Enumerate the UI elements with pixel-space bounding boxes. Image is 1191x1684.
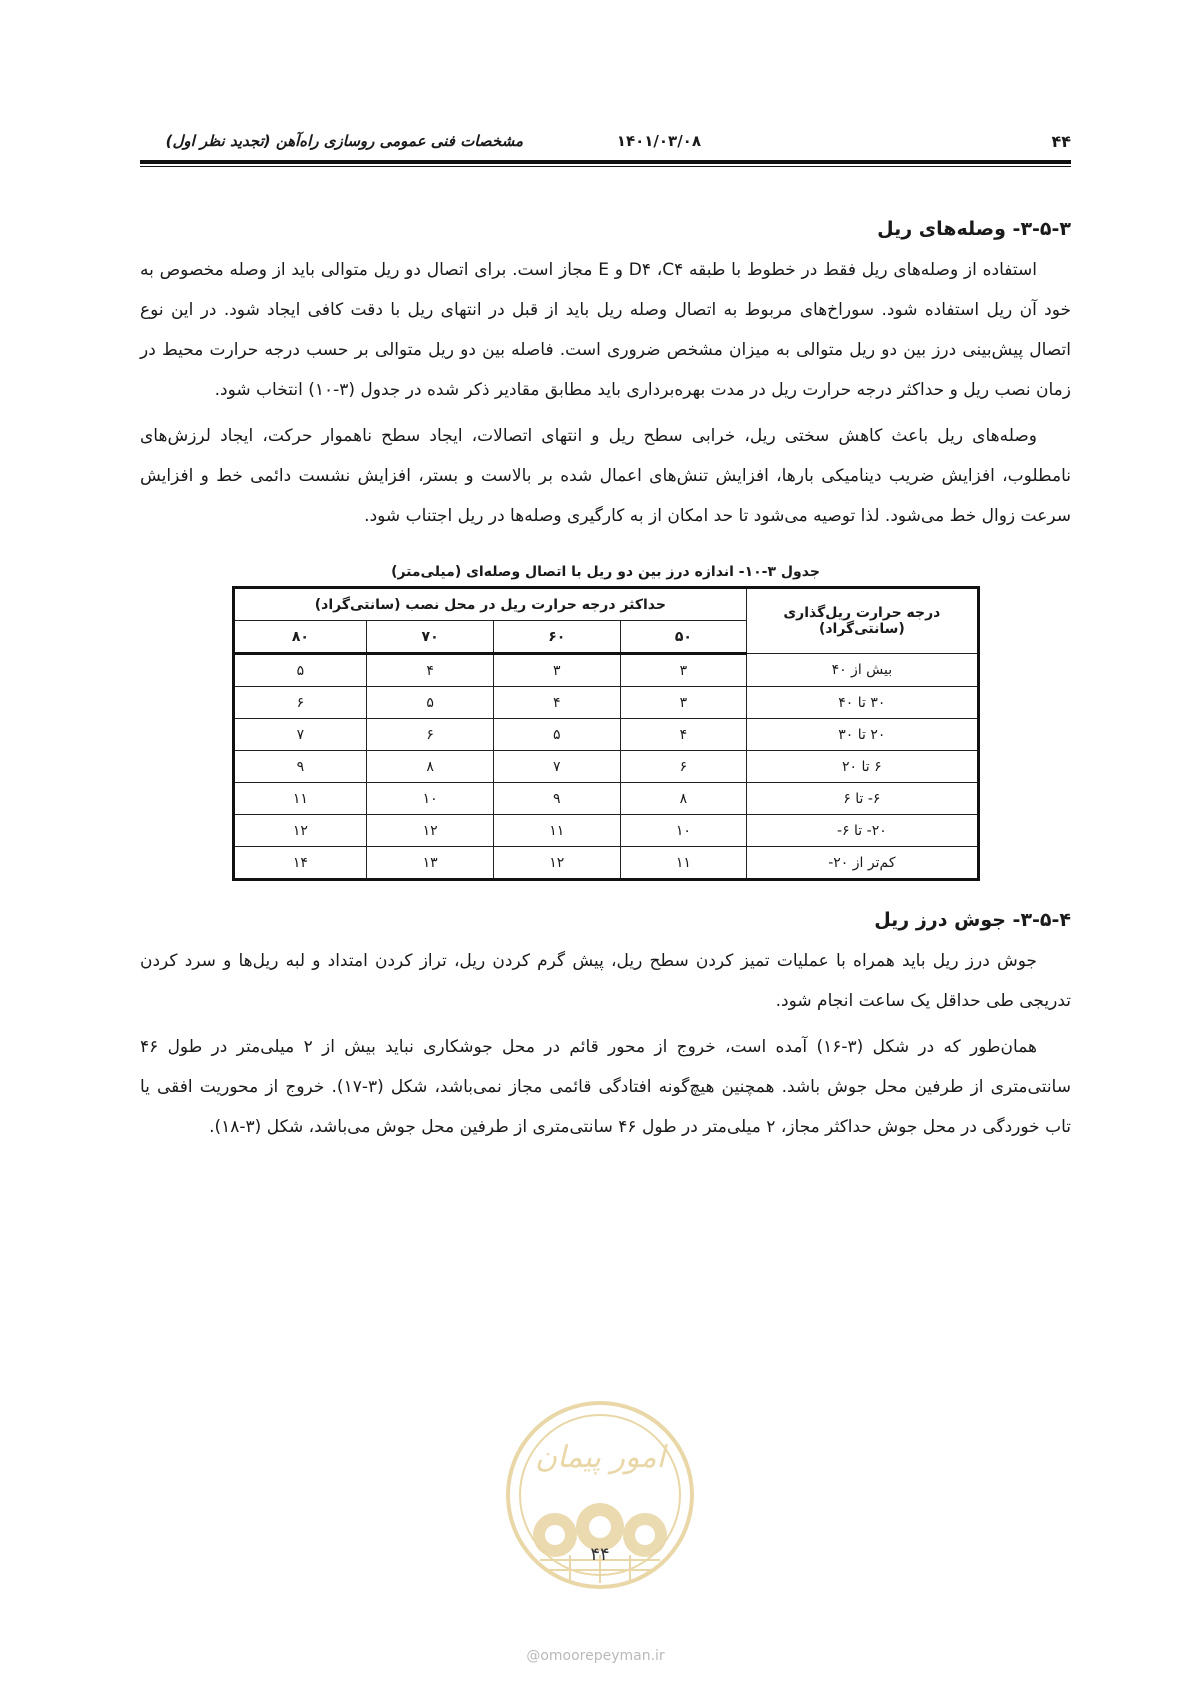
seal-text: امور پیمان	[535, 1440, 665, 1475]
table-cell: ۷	[493, 751, 620, 783]
table-cell: ۹	[233, 751, 367, 783]
table-header-install-temp	[747, 588, 978, 654]
seal-icon	[500, 1395, 700, 1595]
column-header: ۷۰	[367, 621, 494, 654]
table-cell: ۳	[493, 654, 620, 687]
table-cell: ۱۱	[493, 815, 620, 847]
table-cell: ۸	[367, 751, 494, 783]
header-line: درجه حرارت ریل‌گذاری	[783, 605, 941, 621]
paragraph: جوش درز ریل باید همراه با عملیات تمیز کردن سطح ریل، پیش گرم کردن ریل، تراز کردن امتداد و لبه ریل‌ها و سرد کردن تدریجی طی حداقل یک ساعت انجام شود.	[140, 951, 1071, 1011]
table-cell: ۵	[367, 687, 494, 719]
paragraph: استفاده از وصله‌های ریل فقط در خطوط با طبقه D۴ ،C۴ و E مجاز است. برای اتصال دو ریل متوالی باید از وصله مخصوص به خود آن ریل استفاده شود. سوراخ‌های مربوط به اتصال وصله ریل باید از قبل در انتهای ریل با دقت کافی ایجاد شود. در این نوع اتصال پیش‌بینی درز بین دو ریل متوالی به میزان مشخص ضروری است. فاصله بین دو ریل متوالی بر حسب درجه حرارت محیط در زمان نصب ریل و حداکثر درجه حرارت ریل در مدت بهره‌برداری باید مطابق مقادیر ذکر شده در جدول (۳-۱۰) انتخاب شود.	[140, 260, 1071, 400]
table-row	[233, 815, 978, 847]
page-number: ۴۴	[1051, 132, 1071, 151]
table-row	[233, 687, 978, 719]
table-cell: ۷	[233, 719, 367, 751]
row-label: بیش از ۴۰	[747, 654, 978, 687]
paragraph: وصله‌های ریل باعث کاهش سختی ریل، خرابی سطح ریل و انتهای اتصالات، ایجاد سطح ناهموار حرکت، ایجاد لرزش‌های نامطلوب، افزایش ضریب دینامیکی بارها، افزایش تنش‌های اعمال شده بر بالاست و بستر، افزایش نشست دائمی خط و افزایش سرعت زوال خط می‌شود. لذا توصیه می‌شود تا حد امکان از به کارگیری وصله‌ها در ریل اجتناب شود.	[140, 426, 1071, 526]
table-cell: ۴	[620, 719, 747, 751]
table-cell: ۱۲	[493, 847, 620, 880]
table-cell: ۱۳	[367, 847, 494, 880]
watermark-seal-logo	[500, 1395, 700, 1595]
table-cell: ۵	[233, 654, 367, 687]
header-line: (سانتی‌گراد)	[818, 621, 905, 637]
table-cell: ۶	[367, 719, 494, 751]
header-rule-thin	[140, 166, 1071, 167]
table-header-max-temp: حداکثر درجه حرارت ریل در محل نصب (سانتی‌گراد)	[233, 588, 747, 621]
table-cell: ۹	[493, 783, 620, 815]
section-heading-rail-joints: ۳-۵-۳- وصله‌های ریل	[877, 218, 1071, 240]
page-header	[140, 128, 1071, 158]
table-row	[233, 719, 978, 751]
header-date: ۱۴۰۱/۰۳/۰۸	[616, 132, 701, 150]
table-cell: ۱۰	[620, 815, 747, 847]
table-cell: ۱۰	[367, 783, 494, 815]
table-cell: ۳	[620, 687, 747, 719]
table-cell: ۱۲	[367, 815, 494, 847]
table-cell: ۱۴	[233, 847, 367, 880]
table-cell: ۴	[493, 687, 620, 719]
table-cell: ۶	[233, 687, 367, 719]
table-cell: ۶	[620, 751, 747, 783]
row-label: کم‌تر از ۲۰-	[747, 847, 978, 880]
table-cell: ۸	[620, 783, 747, 815]
table-row	[233, 751, 978, 783]
table-cell: ۱۱	[620, 847, 747, 880]
section-heading-rail-welding: ۳-۵-۴- جوش درز ریل	[874, 909, 1071, 931]
table-row	[233, 654, 978, 687]
column-header: ۶۰	[493, 621, 620, 654]
joint-gap-table	[232, 586, 980, 881]
seal-page-number: ۴۴	[590, 1544, 610, 1565]
footer-watermark: @omoorepeyman.ir	[526, 1648, 665, 1664]
table-cell: ۴	[367, 654, 494, 687]
column-header: ۸۰	[233, 621, 367, 654]
column-header: ۵۰	[620, 621, 747, 654]
page-content	[140, 200, 1071, 1153]
table-cell: ۳	[620, 654, 747, 687]
row-label: ۲۰- تا ۶-	[747, 815, 978, 847]
row-label: ۲۰ تا ۳۰	[747, 719, 978, 751]
table-cell: ۵	[493, 719, 620, 751]
row-label: ۳۰ تا ۴۰	[747, 687, 978, 719]
table-row	[233, 783, 978, 815]
row-label: ۶- تا ۶	[747, 783, 978, 815]
table-cell: ۱۱	[233, 783, 367, 815]
row-label: ۶ تا ۲۰	[747, 751, 978, 783]
table-cell: ۱۲	[233, 815, 367, 847]
header-rule	[140, 160, 1071, 164]
table-row	[233, 847, 978, 880]
table-caption: جدول ۳-۱۰- اندازه درز بین دو ریل با اتصال وصله‌ای (میلی‌متر)	[391, 564, 820, 580]
paragraph: همان‌طور که در شکل (۳-۱۶) آمده است، خروج از محور قائم در محل جوشکاری نباید بیش از ۲ میلی‌متر در طول ۴۶ سانتی‌متری از طرفین محل جوش باشد. همچنین هیچ‌گونه افتادگی قائمی مجاز نمی‌باشد، شکل (۳-۱۷). خروج از محوریت افقی یا تاب خوردگی در محل جوش حداکثر مجاز، ۲ میلی‌متر در طول ۴۶ سانتی‌متری از طرفین محل جوش می‌باشد، شکل (۳-۱۸).	[140, 1037, 1071, 1137]
header-title: مشخصات فنی عمومی روسازی راه‌آهن (تجدید نظر اول)	[165, 132, 523, 150]
